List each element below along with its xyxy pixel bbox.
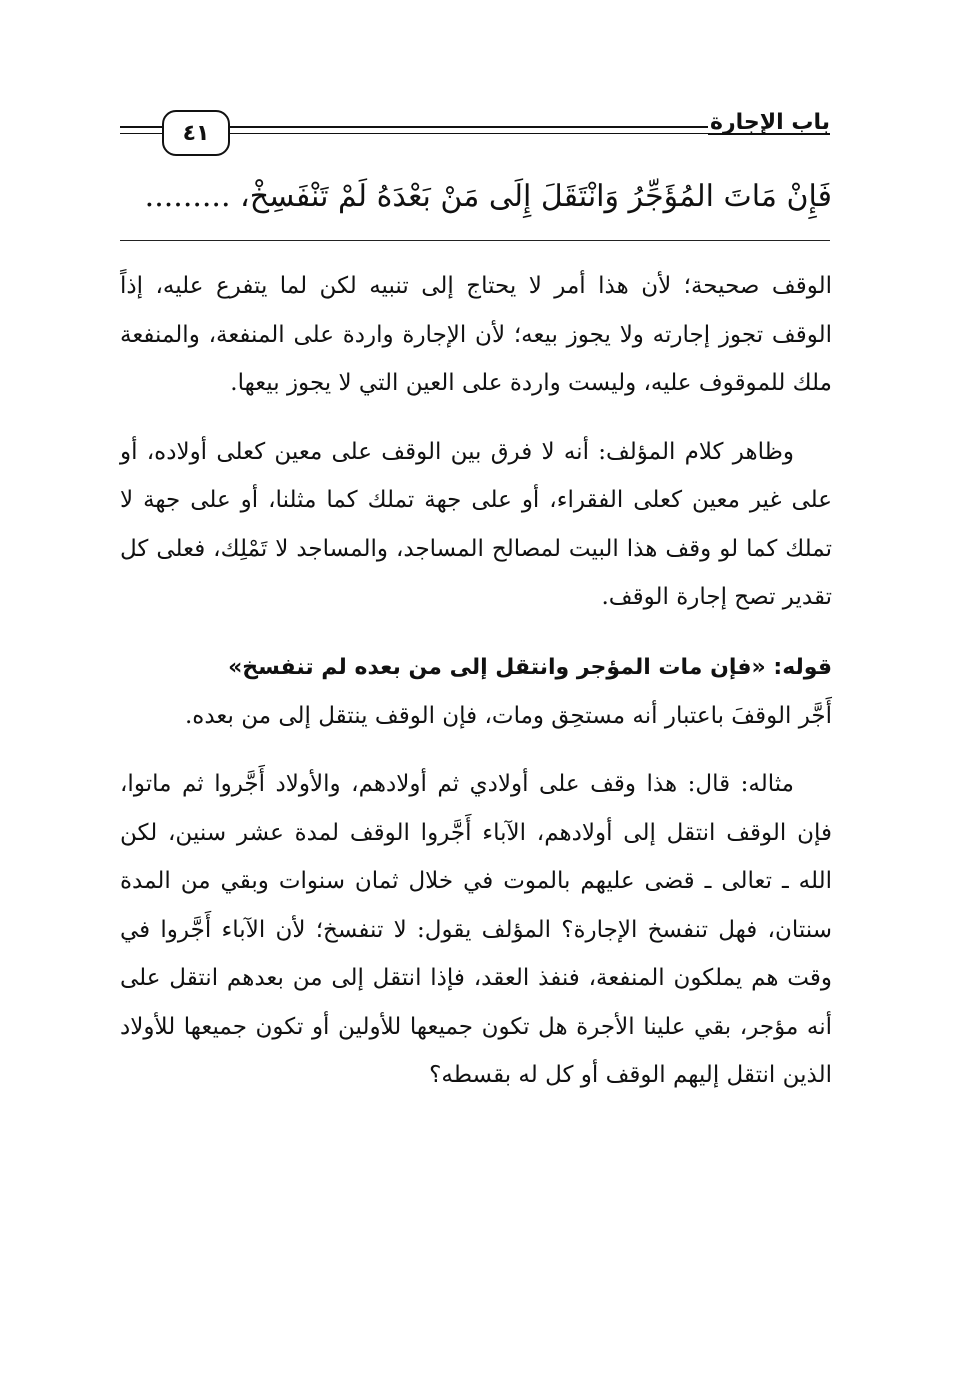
header-rule-right-bottom — [226, 133, 708, 134]
example-paragraph — [120, 760, 832, 1100]
header-rule-left-bottom — [120, 133, 164, 134]
chapter-title: باب الإجارة — [710, 110, 830, 135]
paragraph: الوقف صحيحة؛ لأن هذا أمر لا يحتاج إلى تنبيه لكن لما يتفرع عليه، إذاً الوقف تجوز إجارته ولا يجوز بيعه؛ لأن الإجارة واردة على المنفعة، والمنفعة ملك للموقوف عليه، وليست واردة على العين التي لا يجوز بيعها. — [120, 273, 832, 396]
qawluh-quote: «فإن مات المؤجر وانتقل إلى من بعده لم تنفسخ» — [228, 654, 766, 680]
example-text: مثاله: قال: هذا وقف على أولادي ثم أولادهم، والأولاد أَجَّروا ثم ماتوا، فإن الوقف انتقل إلى أولادهم، الآباء أَجَّروا الوقف لمدة عشر سنين، لكن الله ـ تعالى ـ قضى عليهم بالموت في خلال ثمان سنوات وبقي من المدة سنتان، فهل تنفسخ الإجارة؟ المؤلف يقول: لا تنفسخ؛ لأن الآباء أَجَّروا في وقت هم يملكون المنفعة، فنفذ العقد، فإذا انتقل إلى من بعدهم انتقل على أنه مؤجر، بقي علينا الأجرة هل تكون جميعها للأولين أو تكون جميعها للأولاد الذين انتقل إليهم الوقف أو كل له بقسطه؟ — [120, 771, 832, 1088]
matn-divider — [120, 240, 830, 241]
page-header — [120, 100, 830, 160]
matn-text: فَإِنْ مَاتَ المُؤَجِّرُ وَانْتَقَلَ إِلَى مَنْ بَعْدَهُ لَمْ تَنْفَسِخْ، ......... — [144, 179, 832, 214]
paragraph-text: وظاهر كلام المؤلف: أنه لا فرق بين الوقف على معين كعلى أولاده، أو على غير معين كعلى الفقراء، أو على جهة تملك كما مثلنا، أو على جهة لا تملك كما لو وقف هذا البيت لمصالح المساجد، والمساجد لا تَمْلِك، فعلى كل تقدير تصح إجارة الوقف. — [120, 438, 832, 610]
header-rule-right-top — [226, 126, 708, 128]
header-rule-left-top — [120, 126, 164, 128]
qawluh-heading — [120, 648, 832, 688]
commentary-body — [120, 262, 832, 1100]
paragraph: أَجَّر الوقفَ باعتبار أنه مستحِق ومات، فإن الوقف ينتقل إلى من بعده. — [184, 702, 832, 729]
page-number: ٤١ — [162, 110, 230, 156]
paragraph — [120, 428, 832, 622]
qawluh-label: قوله: — [773, 654, 832, 680]
